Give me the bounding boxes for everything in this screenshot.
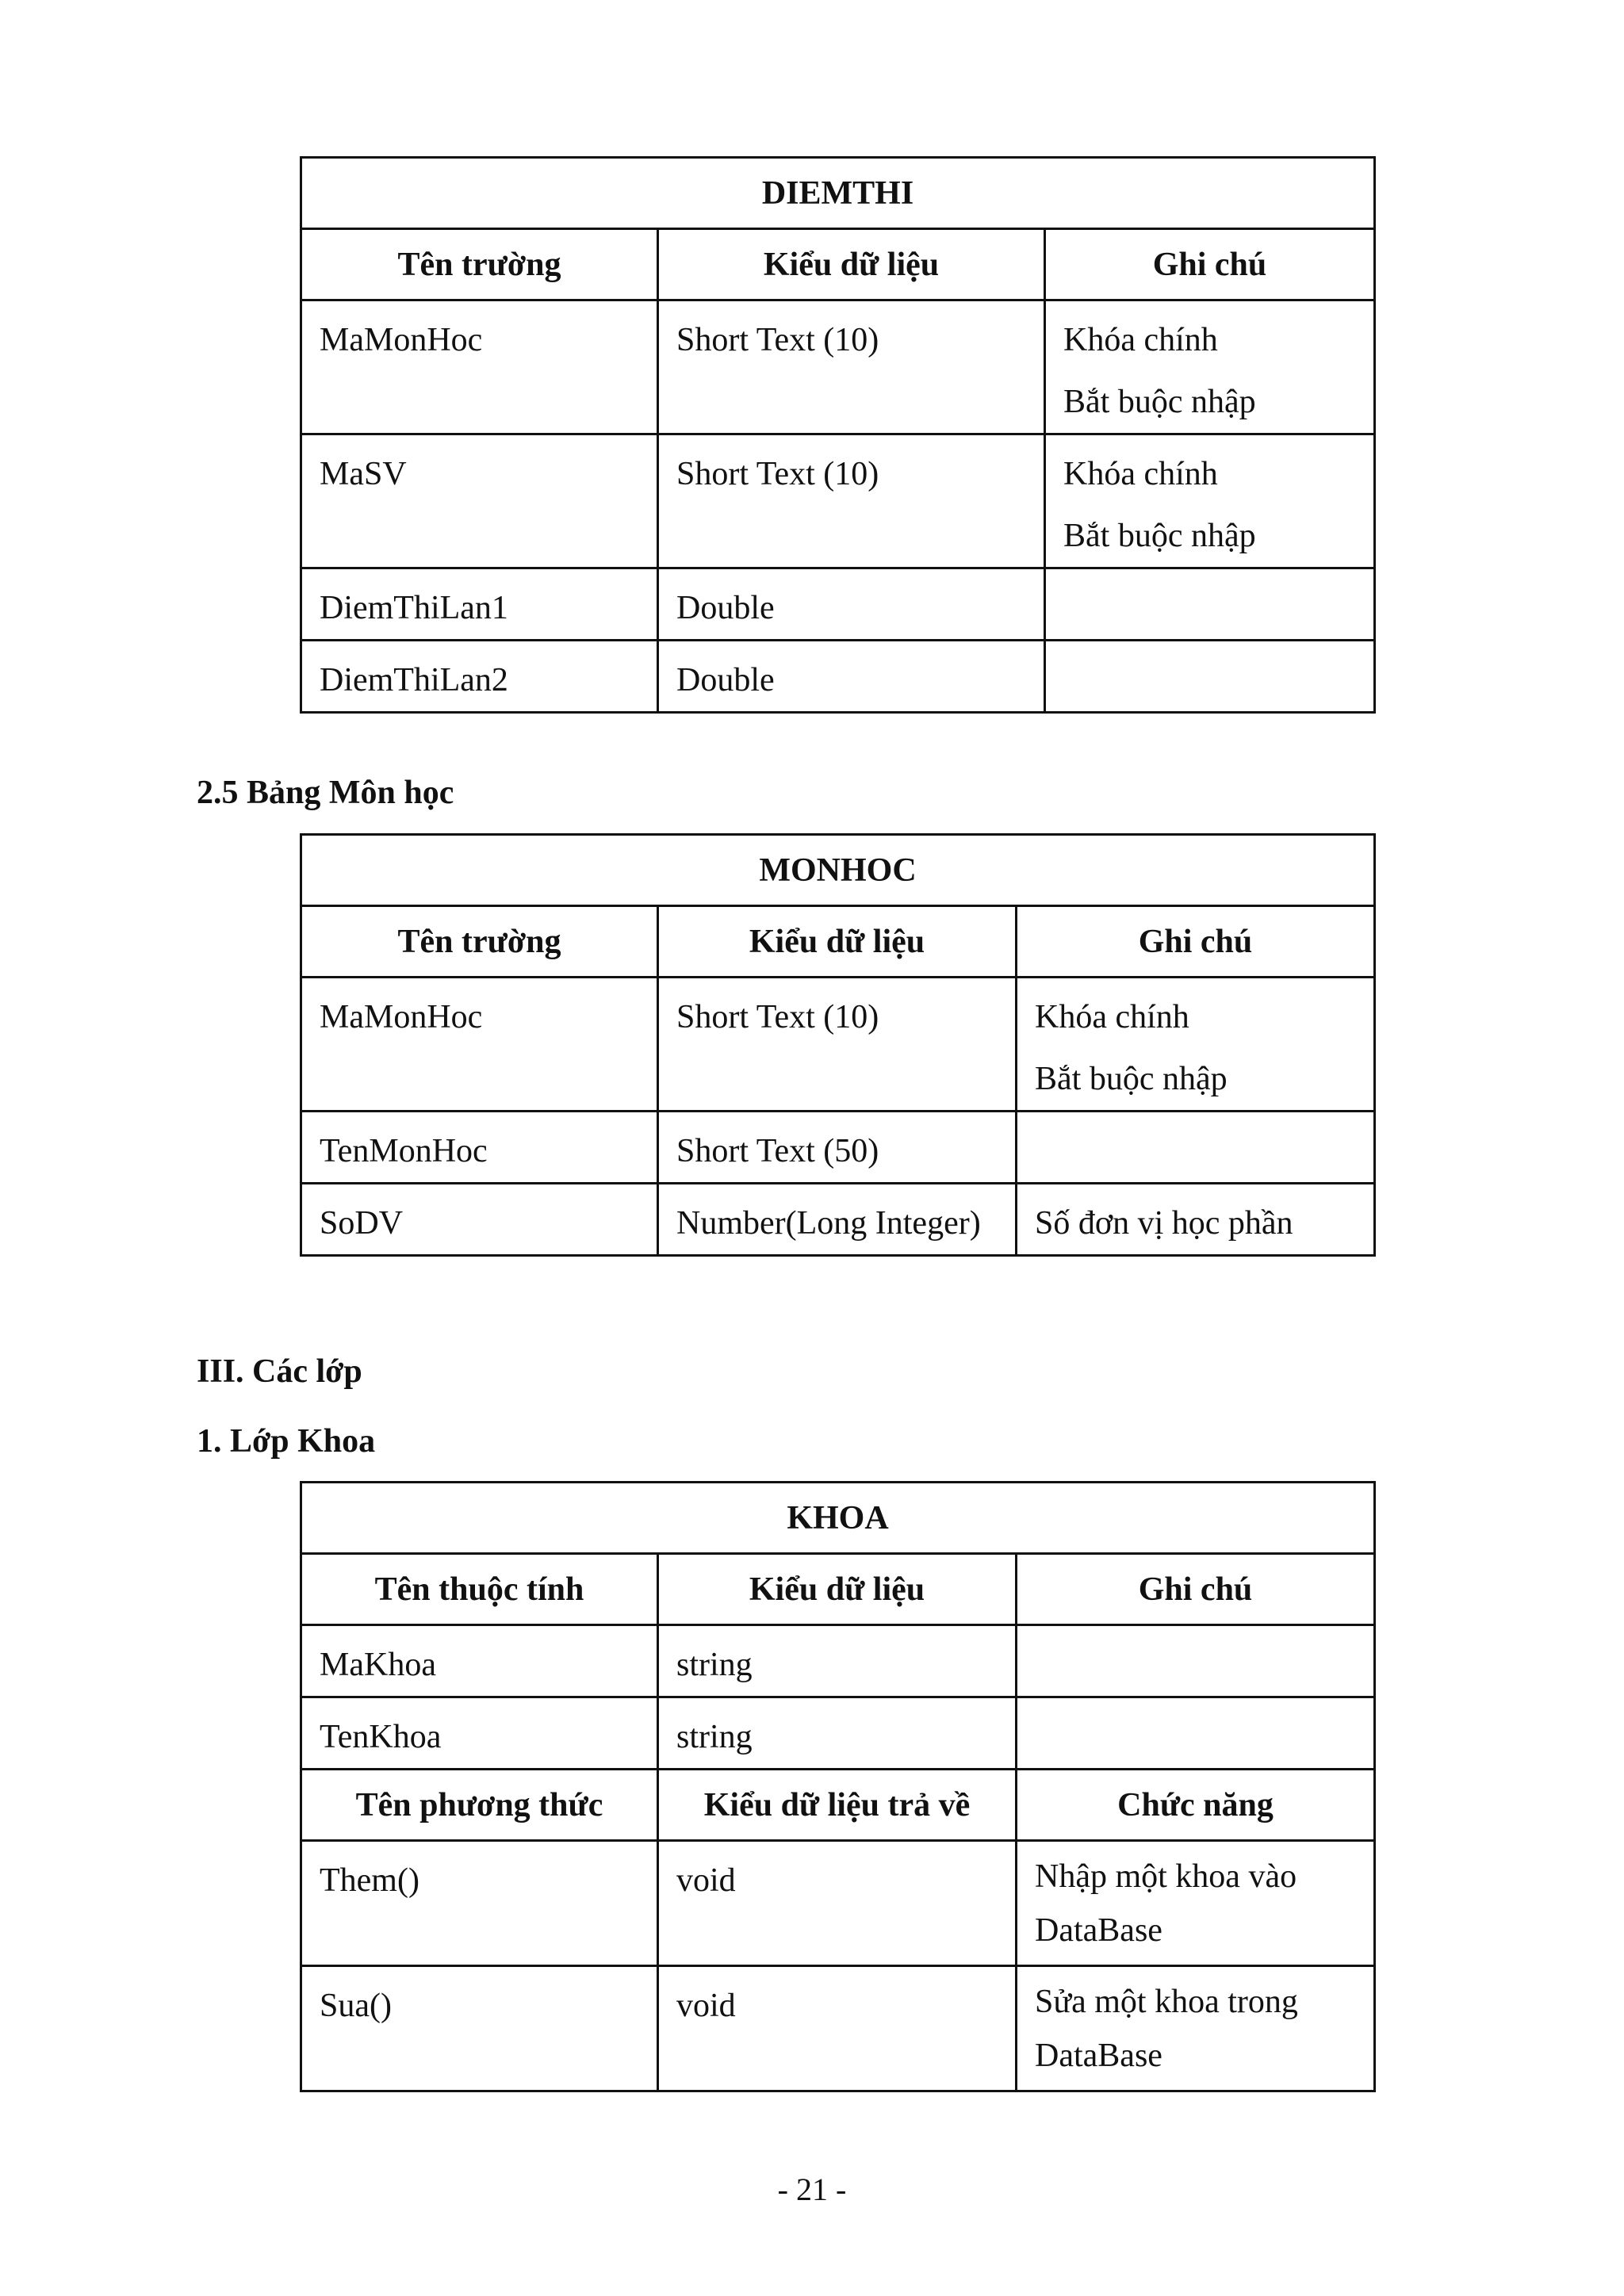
table-cell: Sửa một khoa trong DataBase: [1017, 1966, 1375, 2091]
table-row: [301, 641, 1375, 713]
table-cell: Số đơn vị học phần: [1017, 1184, 1375, 1256]
table-title: KHOA: [301, 1483, 1375, 1554]
table-cell: string: [658, 1625, 1017, 1697]
table-cell: Nhập một khoa vào DataBase: [1017, 1841, 1375, 1966]
section-heading: III. Các lớp: [197, 1353, 362, 1390]
section-heading: 1. Lớp Khoa: [197, 1423, 376, 1460]
khoa-table: [300, 1481, 1376, 2092]
column-header: Tên trường: [301, 906, 658, 978]
table-row: [301, 1697, 1375, 1770]
table-cell: Khóa chính Bắt buộc nhập: [1017, 978, 1375, 1112]
table-cell: DiemThiLan1: [301, 568, 658, 641]
table-cell: Them(): [301, 1841, 658, 1966]
table-row: [301, 1184, 1375, 1256]
table-title: MONHOC: [301, 835, 1375, 906]
table-cell: Khóa chính Bắt buộc nhập: [1045, 300, 1375, 434]
table-cell: [1017, 1112, 1375, 1184]
column-header: Chức năng: [1017, 1770, 1375, 1841]
table-cell: TenKhoa: [301, 1697, 658, 1770]
table-cell: [1045, 568, 1375, 641]
table-row: [301, 978, 1375, 1112]
table-title: DIEMTHI: [301, 158, 1375, 229]
table-cell: string: [658, 1697, 1017, 1770]
column-header: Kiểu dữ liệu: [658, 229, 1045, 300]
column-header: Kiểu dữ liệu: [658, 906, 1017, 978]
table-cell: Short Text (10): [658, 978, 1017, 1112]
column-header: Kiểu dữ liệu: [658, 1554, 1017, 1625]
table-cell: Short Text (50): [658, 1112, 1017, 1184]
table-cell: MaMonHoc: [301, 300, 658, 434]
table-cell: SoDV: [301, 1184, 658, 1256]
column-header: Ghi chú: [1017, 906, 1375, 978]
column-header: Ghi chú: [1045, 229, 1375, 300]
table-cell: Double: [658, 568, 1045, 641]
section-heading: 2.5 Bảng Môn học: [197, 775, 454, 811]
table-cell: void: [658, 1841, 1017, 1966]
table-cell: Khóa chính Bắt buộc nhập: [1045, 434, 1375, 568]
table-row: [301, 1966, 1375, 2091]
diemthi-table: [300, 156, 1376, 714]
table-cell: Short Text (10): [658, 434, 1045, 568]
column-header: Tên thuộc tính: [301, 1554, 658, 1625]
table-cell: MaMonHoc: [301, 978, 658, 1112]
table-cell: [1017, 1625, 1375, 1697]
table-row: [301, 1625, 1375, 1697]
table-cell: Number(Long Integer): [658, 1184, 1017, 1256]
table-row: [301, 300, 1375, 434]
table-cell: MaKhoa: [301, 1625, 658, 1697]
table-cell: DiemThiLan2: [301, 641, 658, 713]
table-row: [301, 1841, 1375, 1966]
table-cell: void: [658, 1966, 1017, 2091]
monhoc-table: [300, 833, 1376, 1257]
table-row: [301, 434, 1375, 568]
table-cell: Short Text (10): [658, 300, 1045, 434]
column-header: Tên phương thức: [301, 1770, 658, 1841]
column-header: Kiểu dữ liệu trả về: [658, 1770, 1017, 1841]
table-cell: Double: [658, 641, 1045, 713]
table-cell: TenMonHoc: [301, 1112, 658, 1184]
table-row: [301, 1112, 1375, 1184]
table-row: [301, 568, 1375, 641]
table-cell: [1017, 1697, 1375, 1770]
column-header: Tên trường: [301, 229, 658, 300]
table-cell: [1045, 641, 1375, 713]
table-cell: Sua(): [301, 1966, 658, 2091]
column-header: Ghi chú: [1017, 1554, 1375, 1625]
page-number: - 21 -: [777, 2172, 847, 2207]
table-cell: MaSV: [301, 434, 658, 568]
